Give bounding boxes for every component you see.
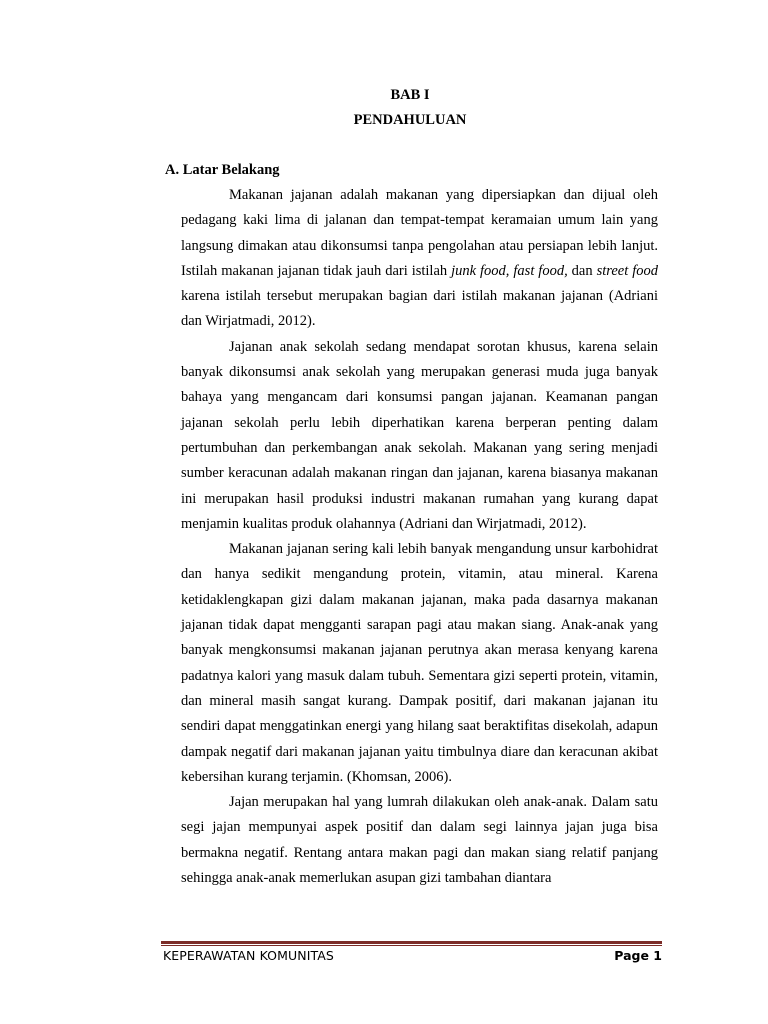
footer-rule <box>161 941 662 944</box>
body-text <box>181 183 658 891</box>
paragraph-3: Makanan jajanan sering kali lebih banyak mengandung unsur karbohidrat dan hanya sedikit mengandung protein, vitamin, atau mineral. Karena ketidaklengkapan gizi dalam makanan jajanan, maka pada dasarnya makanan jajanan tidak dapat mengganti sarapan pagi atau makan siang. Anak-anak yang banyak mengkonsumsi makanan jajanan perutnya akan merasa kenyang karena padatnya kalori yang masuk dalam tubuh. Sementara gizi seperti protein, vitamin, dan mineral masih sangat kurang. Dampak positif, dari makanan jajanan itu sendiri dapat menggatinkan energi yang hilang saat beraktifitas disekolah, adapun dampak negatif dari makanan jajanan yaitu timbulnya diare dan keracunan akibat kebersihan kurang terjamin. (Khomsan, 2006). <box>181 541 658 785</box>
footer-rule-thin <box>161 945 662 946</box>
paragraph-4: Jajan merupakan hal yang lumrah dilakukan oleh anak-anak. Dalam satu segi jajan mempunyai aspek positif dan dalam segi lainnya jajan juga bisa bermakna negatif. Rentang antara makan pagi dan makan siang relatif panjang sehingga anak-anak memerlukan asupan gizi tambahan diantara <box>181 794 658 887</box>
paragraph-1-text-a: Makanan jajanan adalah makanan yang dipersiapkan dan dijual oleh pedagang kaki lima di jalanan dan tempat-tempat keramaian umum lain yang langsung dimakan atau dikonsumsi tanpa pengolahan atau persiapan lebih lanjut. Istilah makanan jajanan tidak jauh dari istilah <box>181 187 658 279</box>
paragraph-1 <box>181 183 658 335</box>
paragraph-1-text-b: dan <box>567 262 597 279</box>
paragraph-1-text-c: karena istilah tersebut merupakan bagian dari istilah makanan jajanan (Adriani dan Wirjatmadi, 2012). <box>181 288 658 330</box>
chapter-title: PENDAHULUAN <box>353 112 467 128</box>
paragraph-1-italic-terms: junk food, fast food, <box>451 262 568 279</box>
footer-title: KEPERAWATAN KOMUNITAS <box>163 948 334 963</box>
page-number: Page 1 <box>614 948 662 963</box>
chapter-number: BAB I <box>390 87 430 103</box>
paragraph-1-italic-street-food: street food <box>596 262 658 279</box>
section-heading: A. Latar Belakang <box>165 162 280 178</box>
paragraph-2: Jajanan anak sekolah sedang mendapat sorotan khusus, karena selain banyak dikonsumsi anak sekolah yang merupakan generasi muda juga banyak bahaya yang mengancam dari konsumsi pangan jajanan. Keamanan pangan jajanan sekolah perlu lebih diperhatikan karena berperan penting dalam pertumbuhan dan perkembangan anak sekolah. Makanan yang sering menjadi sumber keracunan adalah makanan ringan dan jajanan, karena biasanya makanan ini merupakan hasil produksi industri makanan rumahan yang kurang dapat menjamin kualitas produk olahannya (Adriani dan Wirjatmadi, 2012). <box>181 338 658 532</box>
